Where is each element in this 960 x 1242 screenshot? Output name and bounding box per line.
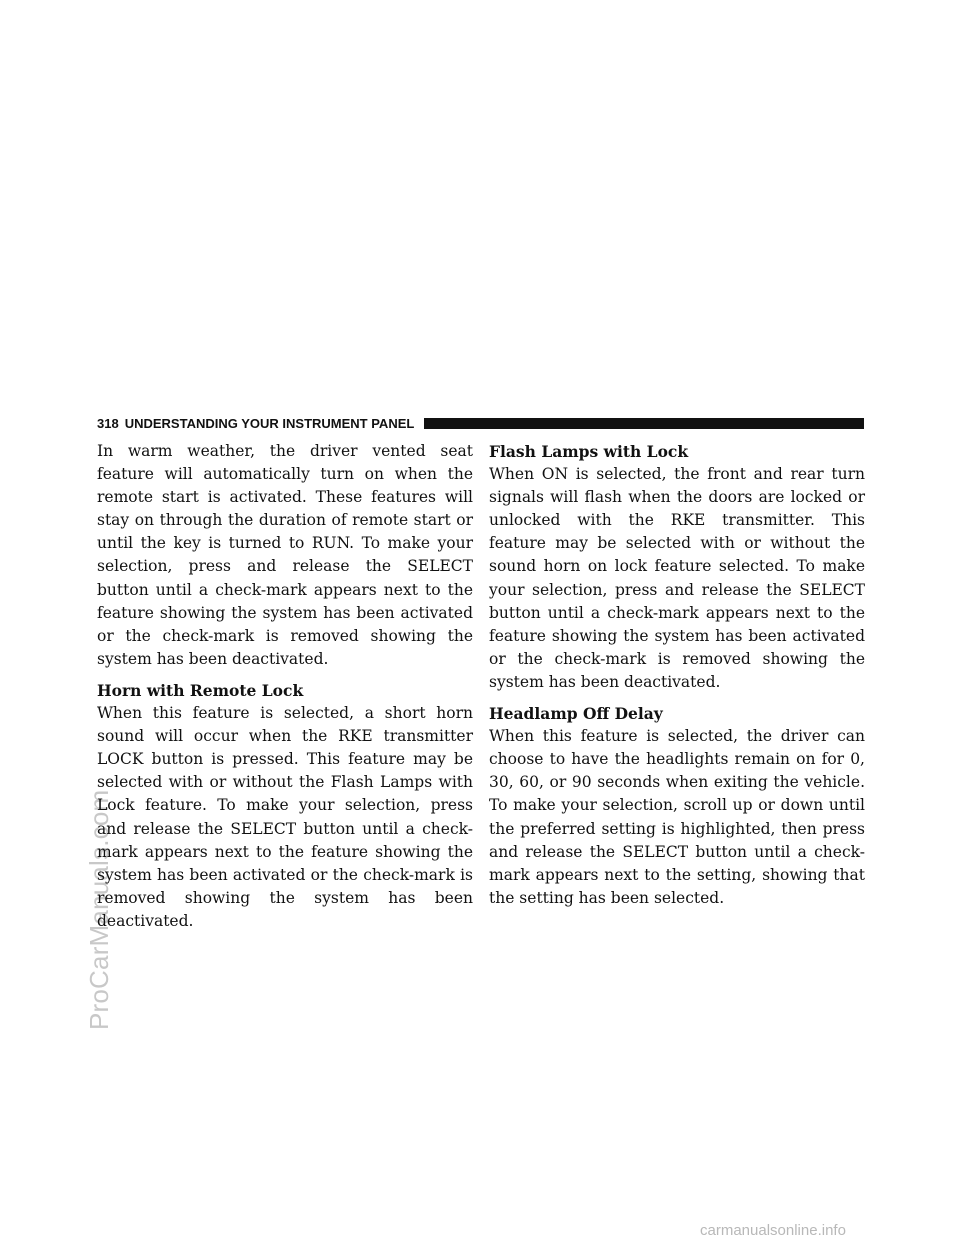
section-title: UNDERSTANDING YOUR INSTRUMENT PANEL (124, 415, 415, 431)
watermark-text: ProCarManuals.com (84, 789, 114, 1030)
horn-heading: Horn with Remote Lock (97, 680, 304, 700)
page-header (97, 414, 864, 432)
page-number: 318 (97, 415, 119, 431)
left-column (97, 440, 473, 941)
headlamp-paragraph: When this feature is selected, the driver can choose to have the headlights remain on for 0, 30, 60, or 90 seconds when exiting the vehicle. To make your selection, scroll up or down until the preferred setting is highlighted, then press and release the SELECT button until a check-mark appears next to the setting, showing that the setting has been selected. (489, 727, 865, 907)
right-column (489, 440, 865, 918)
flash-paragraph: When ON is selected, the front and rear turn signals will flash when the doors are locked or unlocked with the RKE transmitter. This feature may be selected with or without the sound horn on lock feature selected. To make your selection, press and release the SELECT button until a check-mark appears next to the feature showing the system has been activated or the check-mark is removed showing the system has been deactivated. (489, 465, 865, 691)
intro-paragraph: In warm weather, the driver vented seat feature will automatically turn on when the remote start is activated. These features will stay on through the duration of remote start or until the key is turned to RUN. To make your selection, press and release the SELECT button until a check-mark appears next to the feature showing the system has been activated or the check-mark is removed showing the system has been deactivated. (97, 442, 473, 668)
flash-heading: Flash Lamps with Lock (489, 442, 689, 461)
headlamp-heading: Headlamp Off Delay (489, 704, 663, 724)
footer-watermark: carmanualsonline.info (700, 1222, 846, 1239)
header-rule (424, 418, 864, 429)
horn-paragraph: When this feature is selected, a short horn sound will occur when the RKE transmitter LOCK button is pressed. This feature may be selected with or without the Flash Lamps with Lock feature. To make your selection, press and release the SELECT button until a check-mark appears next to the feature showing the system has been activated or the check-mark is removed showing the system has been deactivated. (97, 704, 473, 930)
